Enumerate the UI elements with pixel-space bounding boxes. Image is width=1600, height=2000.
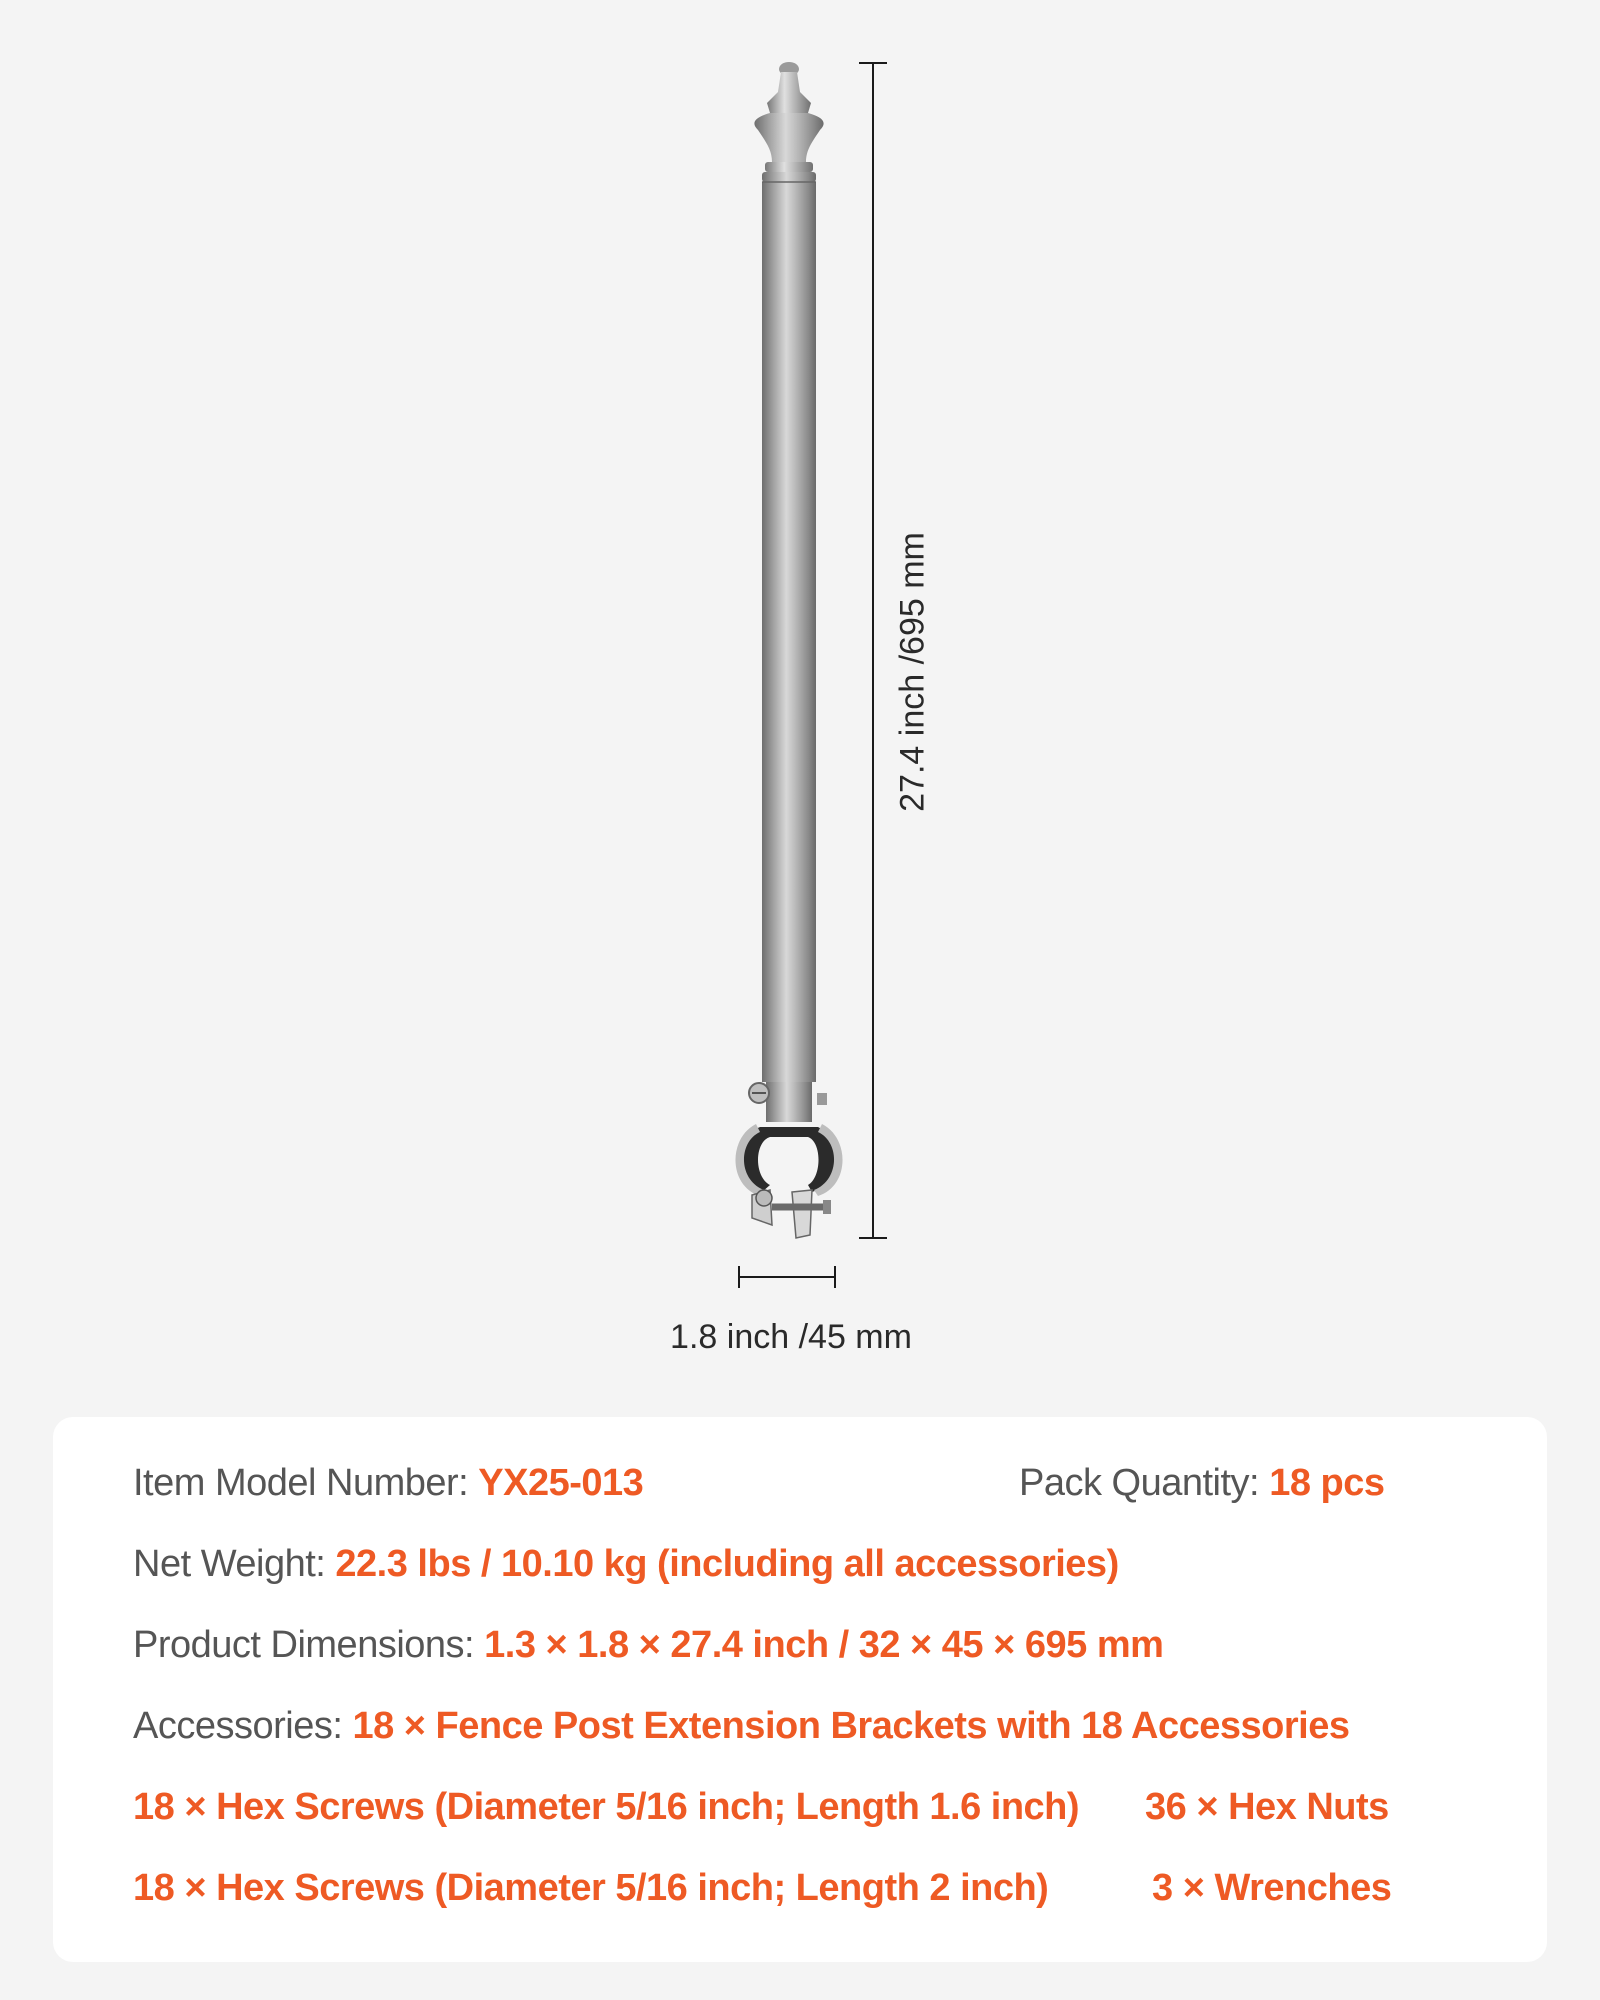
model-number-value: YX25-013 (478, 1462, 644, 1504)
post-finial (754, 62, 823, 182)
pack-quantity-value: 18 pcs (1269, 1462, 1385, 1504)
accessories-label: Accessories: (133, 1705, 343, 1747)
width-dimension-line (739, 1266, 835, 1288)
accessory-item: 3 × Wrenches (1152, 1867, 1392, 1909)
post-bracket (735, 1082, 842, 1238)
width-dimension-label: 1.8 inch /45 mm (670, 1318, 912, 1356)
spec-row-weight (133, 1534, 1119, 1594)
pack-quantity-label: Pack Quantity: (1019, 1462, 1260, 1504)
net-weight-label: Net Weight: (133, 1543, 326, 1585)
spec-row-accessories (133, 1696, 1349, 1756)
product-dimensions-label: Product Dimensions: (133, 1624, 475, 1666)
post-tube (762, 182, 816, 1082)
model-number-label: Item Model Number: (133, 1462, 469, 1504)
specifications-card (53, 1417, 1547, 1962)
height-dimension-line (859, 63, 887, 1238)
height-dimension-label: 27.4 inch /695 mm (893, 532, 932, 812)
net-weight-value: 22.3 lbs / 10.10 kg (including all accessories) (335, 1543, 1119, 1585)
accessory-item: 18 × Hex Screws (Diameter 5/16 inch; Length 2 inch) (133, 1867, 1049, 1909)
spec-row-dimensions (133, 1615, 1163, 1675)
accessory-item: 36 × Hex Nuts (1145, 1786, 1389, 1828)
product-dimensions-value: 1.3 × 1.8 × 27.4 inch / 32 × 45 × 695 mm (484, 1624, 1164, 1666)
accessories-value: 18 × Fence Post Extension Brackets with 18 Accessories (352, 1705, 1350, 1747)
accessory-item: 18 × Hex Screws (Diameter 5/16 inch; Length 1.6 inch) (133, 1786, 1080, 1828)
